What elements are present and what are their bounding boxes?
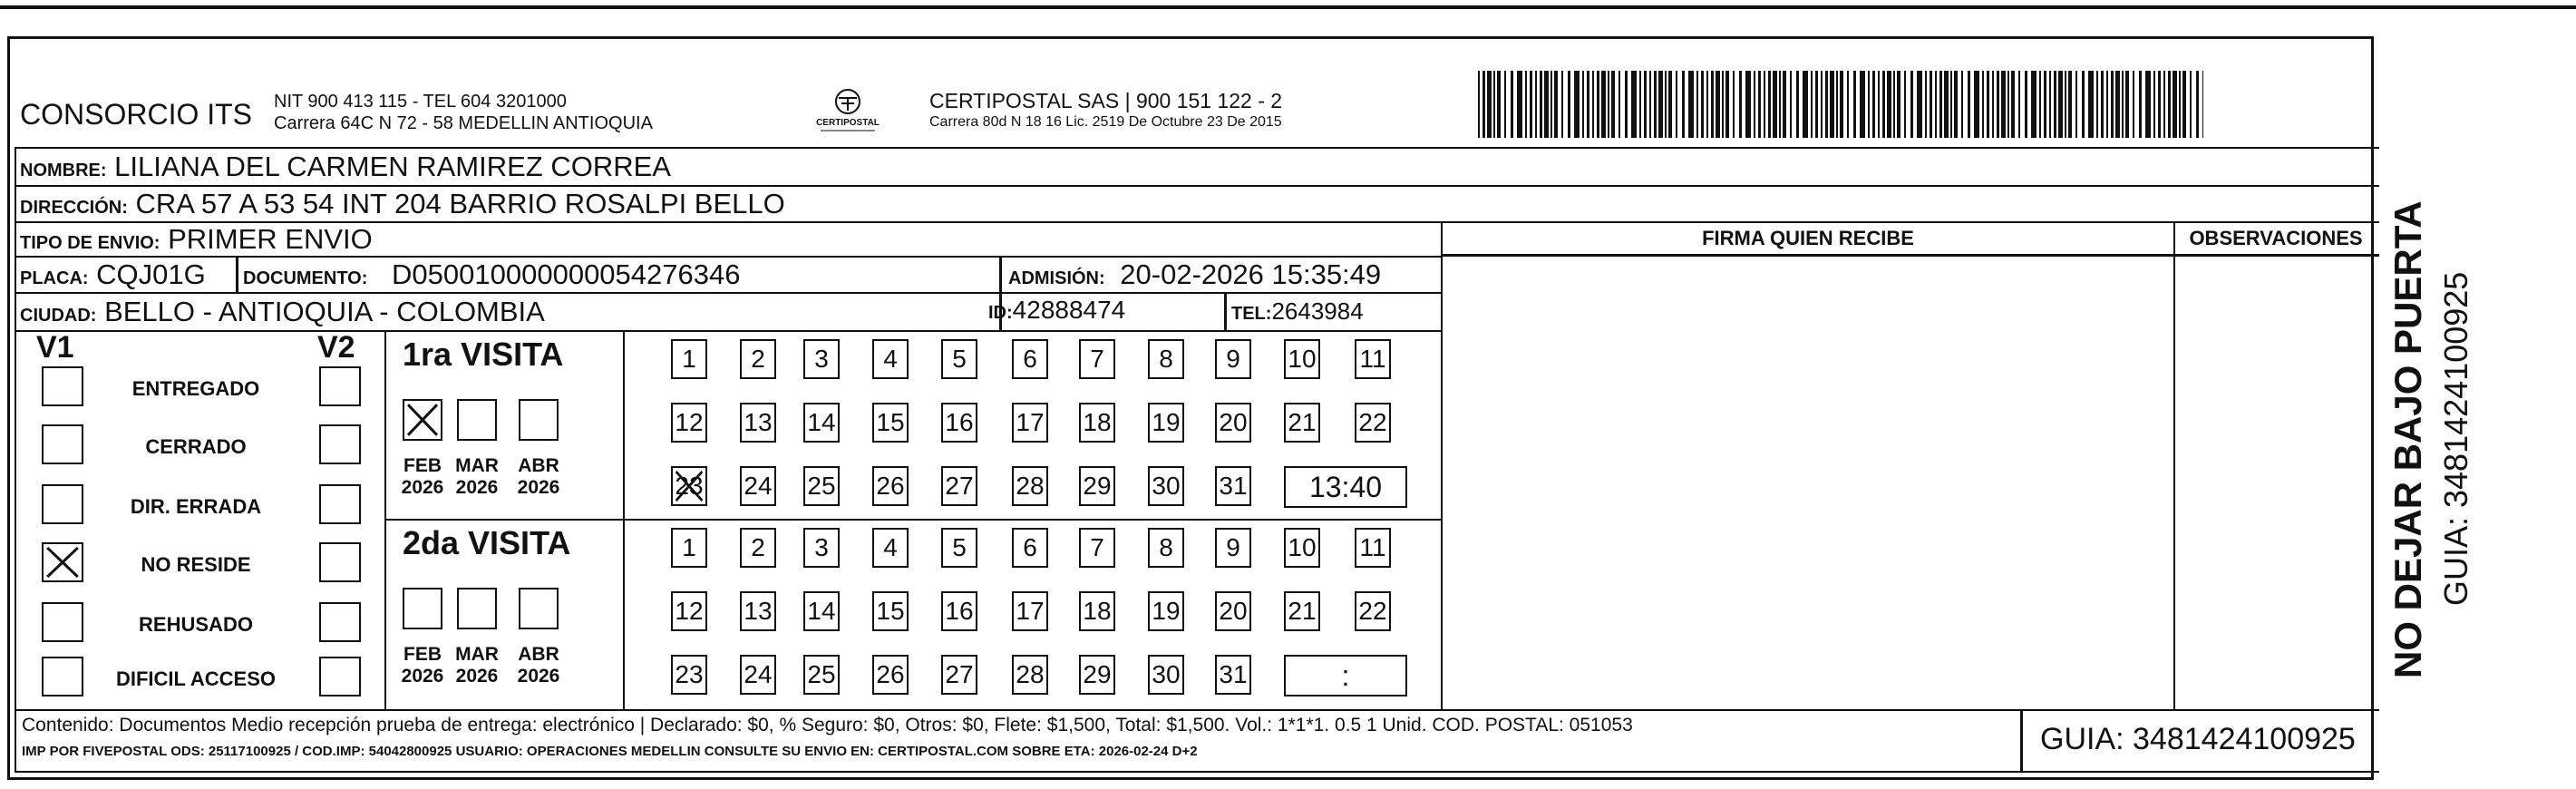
carrier-address: Carrera 80d N 18 16 Lic. 2519 De Octubre 23 De 2015	[929, 114, 1282, 130]
day-cell[interactable]: 31	[1215, 655, 1251, 695]
month-year-1-0: 2026	[401, 666, 444, 687]
tel-label: TEL:	[1231, 304, 1272, 324]
day-cell[interactable]: 10	[1284, 339, 1320, 379]
company-address: Carrera 64C N 72 - 58 MEDELLIN ANTIOQUIA	[274, 113, 653, 133]
v1-checkbox-5[interactable]	[42, 657, 83, 696]
time-field-0[interactable]: 13:40	[1284, 466, 1407, 508]
month-checkbox-1-1[interactable]	[457, 588, 497, 629]
tel-divider	[1224, 292, 1227, 332]
documento-label: DOCUMENTO:	[243, 268, 368, 288]
v2-checkbox-0[interactable]	[319, 366, 361, 406]
ciudad-label: CIUDAD:	[20, 306, 97, 326]
month-year-0-2: 2026	[517, 477, 560, 498]
nombre-field	[20, 151, 671, 183]
direccion-label: DIRECCIÓN:	[20, 198, 128, 218]
month-label-0-2: ABR	[518, 455, 559, 476]
x-mark-icon	[44, 544, 82, 580]
status-label-3: NO RESIDE	[141, 553, 251, 576]
day-cell[interactable]: 24	[740, 655, 776, 695]
v1-checkbox-2[interactable]	[42, 484, 83, 524]
v1-checkbox-4[interactable]	[42, 602, 83, 642]
day-cell[interactable]: 25	[803, 655, 840, 695]
month-checkbox-0-0[interactable]	[403, 399, 442, 441]
day-cell[interactable]: 27	[941, 655, 977, 695]
v1-checkbox-0[interactable]	[42, 366, 83, 406]
day-cell[interactable]: 11	[1355, 528, 1391, 568]
firma-area	[1441, 221, 2175, 711]
v1-checkbox-1[interactable]	[42, 424, 83, 464]
month-label-1-0: FEB	[403, 644, 442, 665]
day-cell[interactable]: 24	[740, 466, 776, 506]
month-year-0-0: 2026	[401, 477, 444, 498]
tipo-label: TIPO DE ENVIO:	[20, 233, 160, 253]
v2-checkbox-1[interactable]	[319, 424, 361, 464]
month-year-1-1: 2026	[455, 666, 499, 687]
day-cell[interactable]: 21	[1284, 403, 1320, 443]
month-label-0-0: FEB	[403, 455, 442, 476]
admision-label: ADMISIÓN:	[1008, 268, 1105, 288]
month-year-0-1: 2026	[455, 477, 499, 498]
footer-guia-divider	[2020, 709, 2023, 773]
day-cell[interactable]: 17	[1012, 591, 1048, 631]
day-cell[interactable]: 16	[941, 591, 977, 631]
day-cell[interactable]: 5	[941, 339, 977, 379]
day-cell[interactable]: 28	[1012, 655, 1048, 695]
day-cell[interactable]: 14	[803, 403, 840, 443]
day-cell[interactable]: 30	[1148, 466, 1184, 506]
day-cell[interactable]: 26	[872, 655, 909, 695]
day-cell[interactable]: 25	[803, 466, 840, 506]
company-name: CONSORCIO ITS	[20, 98, 253, 131]
day-cell[interactable]: 4	[872, 528, 909, 568]
id-label: ID:	[988, 303, 1013, 323]
day-cell[interactable]: 11	[1355, 339, 1391, 379]
day-cell[interactable]: 8	[1148, 528, 1184, 568]
day-cell[interactable]: 7	[1079, 528, 1115, 568]
placa-divider	[236, 256, 238, 294]
nombre-value: LILIANA DEL CARMEN RAMIREZ CORREA	[114, 151, 671, 182]
status-label-4: REHUSADO	[139, 613, 253, 636]
day-cell[interactable]: 3	[803, 528, 840, 568]
placa-field	[20, 258, 206, 291]
id-value: 42888474	[1012, 296, 1126, 324]
nombre-label: NOMBRE:	[20, 161, 107, 180]
day-cell[interactable]: 17	[1012, 403, 1048, 443]
id-field	[988, 296, 1125, 325]
day-cell[interactable]: 1	[671, 339, 707, 379]
month-label-1-2: ABR	[518, 644, 559, 665]
observaciones-label: OBSERVACIONES	[2189, 227, 2363, 249]
admision-field	[1008, 258, 1381, 291]
day-cell[interactable]: 30	[1148, 655, 1184, 695]
status-label-1: CERRADO	[145, 435, 247, 458]
time-field-1[interactable]: :	[1284, 655, 1407, 696]
documento-value: D050010000000054276346	[392, 258, 741, 290]
day-cell[interactable]: 26	[872, 466, 909, 506]
day-cell[interactable]: 3	[803, 339, 840, 379]
no-dejar-bajo-puerta: NO DEJAR BAJO PUERTA	[2386, 200, 2429, 678]
day-cell[interactable]: 18	[1079, 591, 1115, 631]
day-cell[interactable]: 20	[1215, 403, 1251, 443]
ciudad-value: BELLO - ANTIOQUIA - COLOMBIA	[104, 296, 545, 327]
footer-guia: GUIA: 3481424100925	[2040, 722, 2356, 756]
day-cell[interactable]: 6	[1012, 528, 1048, 568]
x-mark-icon	[404, 401, 441, 439]
v2-checkbox-5[interactable]	[319, 657, 361, 696]
day-cell[interactable]: 13	[740, 591, 776, 631]
imp-text: IMP POR FIVEPOSTAL ODS: 25117100925 / COD.IMP: 54042800925 USUARIO: OPERACIONES MEDELLIN CONSULTE SU ENVIO EN: CERTIPOSTAL.COM SOBRE ETA: 2026-02-24 D+2	[22, 744, 1198, 759]
day-cell[interactable]: 20	[1215, 591, 1251, 631]
day-cell[interactable]: 29	[1079, 655, 1115, 695]
day-cell[interactable]: 31	[1215, 466, 1251, 506]
tipo-value: PRIMER ENVIO	[168, 223, 373, 255]
day-cell[interactable]: 22	[1355, 591, 1391, 631]
logo-text: CERTIPOSTAL	[816, 118, 880, 128]
day-cell[interactable]: 19	[1148, 591, 1184, 631]
day-cell[interactable]: 8	[1148, 339, 1184, 379]
day-cell[interactable]: 29	[1079, 466, 1115, 506]
day-cell[interactable]: 6	[1012, 339, 1048, 379]
side-guia: GUIA: 3481424100925	[2437, 271, 2474, 606]
day-cell[interactable]: 7	[1079, 339, 1115, 379]
tipo-field	[20, 223, 373, 256]
day-cell[interactable]: 22	[1355, 403, 1391, 443]
visit-title-0: 1ra VISITA	[403, 336, 564, 373]
top-border-line	[0, 5, 2576, 9]
month-checkbox-0-2[interactable]	[519, 399, 559, 441]
day-cell[interactable]: 23	[671, 655, 707, 695]
month-year-1-2: 2026	[517, 666, 560, 687]
visit-title-1: 2da VISITA	[403, 524, 571, 561]
day-cell[interactable]: 5	[941, 528, 977, 568]
v2-label: V2	[317, 330, 355, 365]
company-nit: NIT 900 413 115 - TEL 604 3201000	[274, 92, 567, 112]
v2-checkbox-2[interactable]	[319, 484, 361, 524]
day-cell[interactable]: 27	[941, 466, 977, 506]
month-checkbox-1-2[interactable]	[519, 588, 559, 629]
day-cell[interactable]: 9	[1215, 528, 1251, 568]
day-cell[interactable]: 9	[1215, 339, 1251, 379]
direccion-value: CRA 57 A 53 54 INT 204 BARRIO ROSALPI BELLO	[135, 188, 785, 219]
admision-value: 20-02-2026 15:35:49	[1120, 258, 1382, 290]
observaciones-area	[2173, 221, 2379, 711]
carrier-name: CERTIPOSTAL SAS | 900 151 122 - 2	[929, 89, 1283, 112]
v2-checkbox-3[interactable]	[319, 542, 361, 582]
month-label-0-1: MAR	[455, 455, 499, 476]
day-cell[interactable]: 15	[872, 403, 909, 443]
ciudad-field	[20, 296, 545, 328]
day-cell[interactable]: 2	[740, 528, 776, 568]
day-cell[interactable]: 15	[872, 591, 909, 631]
documento-field	[243, 258, 740, 291]
day-cell[interactable]: 10	[1284, 528, 1320, 568]
day-cell[interactable]: 12	[671, 403, 707, 443]
day-cell[interactable]: 12	[671, 591, 707, 631]
day-cell[interactable]: 2	[740, 339, 776, 379]
day-cell[interactable]: 19	[1148, 403, 1184, 443]
v1-checkbox-3[interactable]	[42, 542, 83, 582]
tel-field	[1231, 297, 1364, 326]
day-cell[interactable]	[671, 466, 707, 506]
day-cell[interactable]: 21	[1284, 591, 1320, 631]
month-label-1-1: MAR	[455, 644, 499, 665]
day-cell[interactable]: 16	[941, 403, 977, 443]
month-checkbox-1-0[interactable]	[403, 588, 442, 629]
v1-label: V1	[36, 330, 74, 365]
firma-label: FIRMA QUIEN RECIBE	[1702, 227, 1914, 249]
direccion-field	[20, 188, 785, 220]
status-label-0: ENTREGADO	[131, 377, 260, 400]
day-cell[interactable]: 18	[1079, 403, 1115, 443]
day-number: 23	[675, 472, 704, 500]
placa-value: CQJ01G	[96, 258, 206, 290]
month-checkbox-0-1[interactable]	[457, 399, 497, 441]
status-label-2: DIR. ERRADA	[130, 495, 262, 518]
day-cell[interactable]: 1	[671, 528, 707, 568]
day-cell[interactable]: 4	[872, 339, 909, 379]
contenido-text: Contenido: Documentos Medio recepción prueba de entrega: electrónico | Declarado: $0, % Seguro: $0, Otros: $0, Flete: $1,500, Total: $1,500. Vol.: 1*1*1. 0.5 1 Unid. COD. POSTAL: 051053	[22, 715, 1633, 735]
v2-checkbox-4[interactable]	[319, 602, 361, 642]
day-cell[interactable]: 13	[740, 403, 776, 443]
status-label-5: DIFICIL ACCESO	[115, 667, 276, 690]
day-cell[interactable]: 14	[803, 591, 840, 631]
placa-label: PLACA:	[20, 268, 89, 288]
tel-value: 2643984	[1271, 297, 1364, 325]
day-cell[interactable]: 28	[1012, 466, 1048, 506]
